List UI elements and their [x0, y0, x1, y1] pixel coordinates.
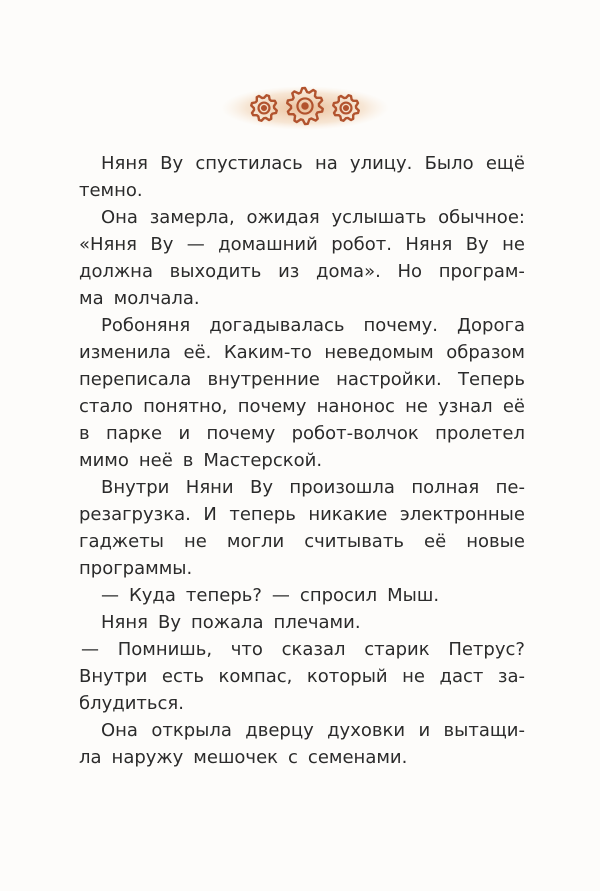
text-line: резагрузка. И теперь никакие электронные	[79, 504, 525, 525]
text-line: ма молчала.	[79, 288, 200, 309]
paragraph	[79, 582, 525, 609]
text-line: ла наружу мешочек с семенами.	[79, 747, 408, 768]
paragraph	[79, 474, 525, 582]
text-line: Робоняня догадывалась почему. Дорога	[101, 315, 525, 336]
text-line: мимо неё в Мастерской.	[79, 450, 323, 471]
paragraph	[79, 204, 525, 312]
gears-ornament-icon	[220, 78, 390, 138]
text-line: Внутри есть компас, который не даст за-	[79, 666, 525, 687]
text-line: стало понятно, почему нанонос не узнал её	[79, 396, 525, 417]
text-line: Няня Ву спустилась на улицу. Было ещё	[101, 153, 525, 174]
text-line: Она открыла дверцу духовки и вытащи-	[101, 720, 525, 741]
text-line: должна выходить из дома». Но програм-	[79, 261, 525, 282]
text-line: Внутри Няни Ву произошла полная пе-	[101, 477, 525, 498]
text-line: темно.	[79, 180, 143, 201]
paragraph	[79, 636, 525, 717]
paragraph	[79, 717, 525, 771]
text-line: программы.	[79, 558, 193, 579]
paragraph	[79, 609, 525, 636]
text-line: в парке и почему робот-волчок пролетел	[79, 423, 525, 444]
text-line: — Куда теперь? — спросил Мыш.	[101, 585, 440, 606]
text-line: — Помнишь, что сказал старик Петрус?	[81, 639, 525, 660]
text-line: блудиться.	[79, 693, 184, 714]
text-line: изменила её. Каким-то неведомым образом	[79, 342, 525, 363]
text-line: «Няня Ву — домашний робот. Няня Ву не	[79, 234, 525, 255]
text-line: гаджеты не могли считывать её новые	[79, 531, 525, 552]
paragraph	[79, 312, 525, 474]
text-line: Няня Ву пожала плечами.	[101, 612, 361, 633]
text-line: Она замерла, ожидая услышать обычное:	[101, 207, 525, 228]
story-text	[79, 150, 525, 771]
paragraph	[79, 150, 525, 204]
text-line: переписала внутренние настройки. Теперь	[79, 369, 525, 390]
